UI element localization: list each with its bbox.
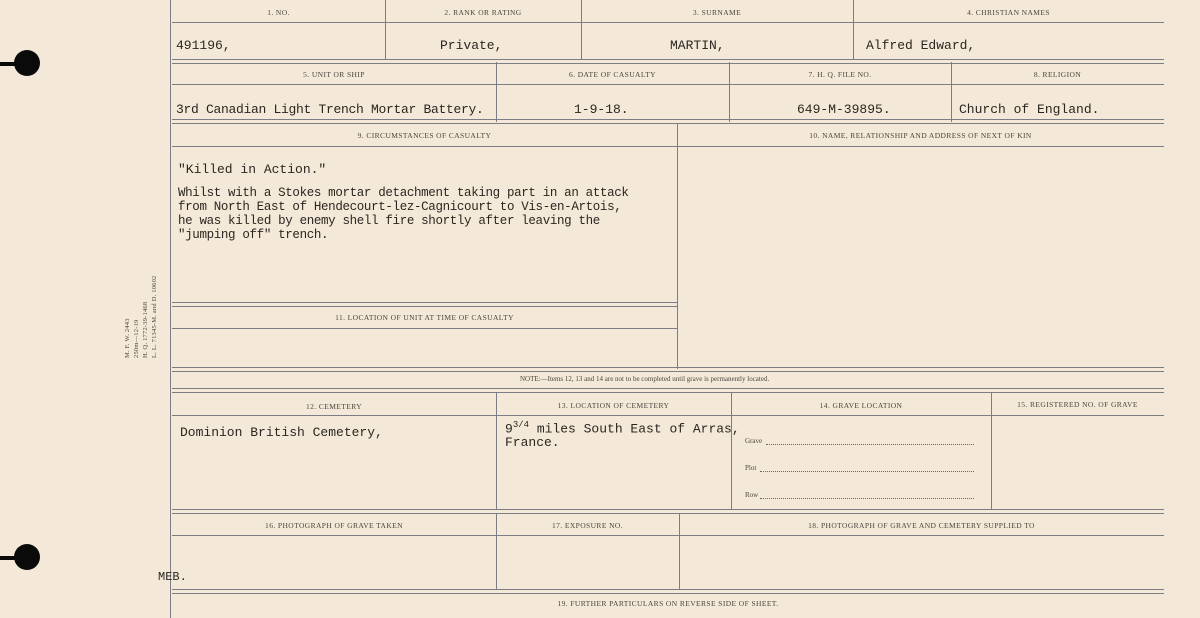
header-date: 6. DATE OF CASUALTY	[569, 70, 656, 79]
header-unit: 5. UNIT OR SHIP	[303, 70, 365, 79]
header-religion: 8. RELIGION	[1033, 70, 1082, 79]
form-code-line: M. F. W. 2443	[124, 318, 131, 358]
note-text: NOTE:—Items 12, 13 and 14 are not to be completed until grave is permanently located.	[520, 375, 770, 383]
punch-hole-top	[14, 50, 40, 76]
value-location-cemetery-line2: France.	[505, 435, 560, 450]
header-registered-no: 15. REGISTERED NO. OF GRAVE	[1017, 400, 1138, 409]
header-further-particulars: 19. FURTHER PARTICULARS ON REVERSE SIDE OF SHEET.	[557, 599, 779, 608]
value-date: 1-9-18.	[574, 102, 629, 117]
clerk-initials: MEB.	[158, 570, 187, 584]
circumstances-title: "Killed in Action."	[178, 162, 327, 177]
rule	[172, 535, 1164, 536]
punch-hole-bottom	[14, 544, 40, 570]
plot-dotted-line	[760, 471, 974, 472]
header-no: 1. NO.	[267, 8, 290, 17]
location-miles-fraction: 3/4	[512, 420, 530, 430]
rule	[172, 367, 1164, 372]
location-text: miles South East of Arras,	[529, 421, 740, 437]
row-label: Row	[745, 491, 759, 499]
rule	[172, 146, 1164, 147]
form-code-line: L. L. 71345-M. and D. 10602	[151, 275, 158, 358]
header-location-unit: 11. LOCATION OF UNIT AT TIME OF CASUALTY	[335, 313, 514, 322]
header-next-of-kin: 10. NAME, RELATIONSHIP AND ADDRESS OF NEXT OF KIN	[809, 131, 1032, 140]
header-rank: 2. RANK OR RATING	[444, 8, 522, 17]
header-christian-names: 4. CHRISTIAN NAMES	[967, 8, 1050, 17]
header-hq-file: 7. H. Q. FILE NO.	[808, 70, 872, 79]
header-grave-location: 14. GRAVE LOCATION	[819, 401, 903, 410]
value-cemetery: Dominion British Cemetery,	[180, 425, 383, 440]
header-photo-supplied: 18. PHOTOGRAPH OF GRAVE AND CEMETERY SUPPLIED TO	[808, 521, 1035, 530]
header-exposure: 17. EXPOSURE NO.	[552, 521, 623, 530]
rule	[172, 84, 1164, 85]
value-no: 491196,	[176, 38, 231, 53]
header-location-cemetery: 13. LOCATION OF CEMETERY	[557, 401, 670, 410]
form-code-line: 250m—12-19	[133, 319, 140, 358]
circumstances-body: Whilst with a Stokes mortar detachment taking part in an attack from North East of Hendecourt-lez-Cagnicourt to Vis-en-Artois, he was killed by enemy shell fire shortly after leaving the "jumping off" trench.	[178, 186, 629, 242]
rule	[172, 509, 1164, 514]
form-code	[120, 270, 180, 360]
value-unit: 3rd Canadian Light Trench Mortar Battery.	[176, 102, 484, 117]
value-religion: Church of England.	[959, 102, 1100, 117]
rule	[172, 59, 1164, 64]
header-cemetery: 12. CEMETERY	[305, 402, 363, 411]
rule	[496, 393, 497, 510]
rule	[731, 393, 732, 510]
form-code-line: H. Q. 1772-39-1468	[142, 301, 149, 358]
row-dotted-line	[760, 498, 974, 499]
rule	[172, 119, 1164, 124]
rule	[172, 415, 1164, 416]
grave-dotted-line	[766, 444, 974, 445]
header-surname: 3. SURNAME	[692, 8, 742, 17]
value-hq-file: 649-M-39895.	[797, 102, 891, 117]
value-rank: Private,	[440, 38, 503, 53]
rule	[991, 393, 992, 510]
grave-label: Grave	[745, 437, 763, 445]
rule	[172, 328, 677, 329]
value-surname: MARTIN,	[670, 38, 725, 53]
plot-label: Plot	[745, 464, 757, 472]
value-christian-names: Alfred Edward,	[866, 38, 976, 53]
value-location-cemetery-line1	[505, 420, 740, 436]
rule	[172, 388, 1164, 393]
rule	[172, 302, 677, 303]
rule	[677, 124, 678, 369]
header-photo-taken: 16. PHOTOGRAPH OF GRAVE TAKEN	[265, 521, 403, 530]
location-miles-number: 9	[505, 421, 513, 437]
rule	[172, 589, 1164, 594]
header-circumstances: 9. CIRCUMSTANCES OF CASUALTY	[357, 131, 492, 140]
margin-rule	[170, 0, 171, 618]
rule	[172, 22, 1164, 23]
rule	[172, 306, 677, 307]
